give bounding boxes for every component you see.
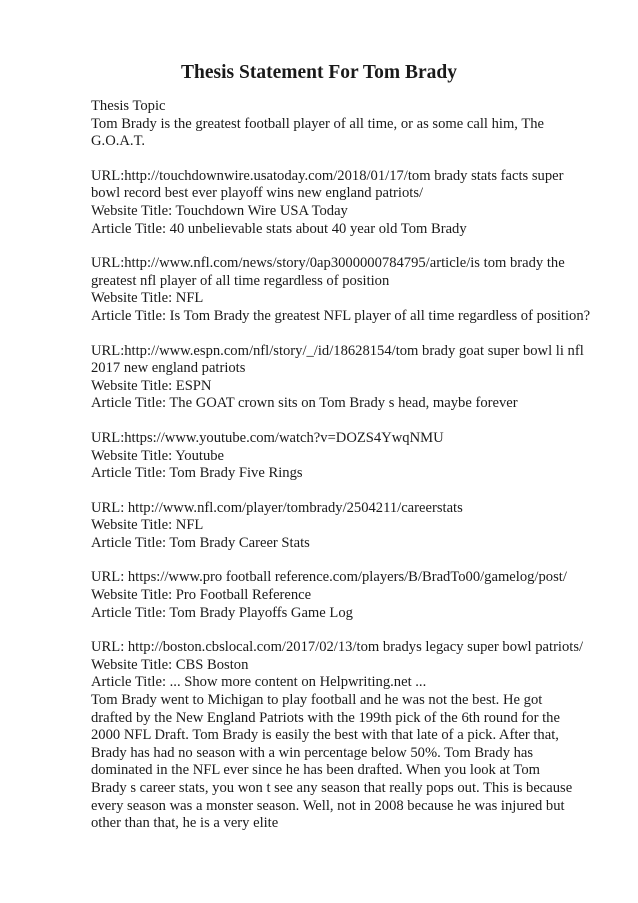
source-website-title: Website Title: NFL	[91, 290, 204, 307]
thesis-text-line: G.O.A.T.	[91, 133, 146, 150]
source-url: URL:http://www.espn.com/nfl/story/_/id/18628154/tom brady goat super bowl li nfl	[91, 342, 584, 359]
source-article-title: Article Title: ... Show more content on Helpwriting.net ...	[91, 674, 427, 691]
body-text-line: dominated in the NFL ever since he has been drafted. When you look at Tom	[91, 762, 540, 779]
source-url: greatest nfl player of all time regardless of position	[91, 272, 390, 289]
source-entry	[91, 168, 601, 238]
source-url: URL:http://www.nfl.com/news/story/0ap3000000784795/article/is tom brady the	[91, 255, 565, 272]
source-entry	[91, 430, 601, 483]
source-url: bowl record best ever playoff wins new england patriots/	[91, 185, 424, 202]
body-text-line: Brady s career stats, you won t see any season that really pops out. This is because	[91, 780, 573, 796]
source-entry	[91, 569, 601, 622]
source-article-title: Article Title: Tom Brady Career Stats	[91, 534, 310, 551]
source-article-title: Article Title: Is Tom Brady the greatest NFL player of all time regardless of position?	[91, 307, 591, 324]
source-url: URL: http://boston.cbslocal.com/2017/02/13/tom bradys legacy super bowl patriots/	[91, 639, 584, 656]
thesis-section	[91, 98, 601, 151]
source-url: 2017 new england patriots	[91, 360, 246, 377]
source-entry	[91, 343, 601, 413]
source-article-title: Article Title: The GOAT crown sits on Tom Brady s head, maybe forever	[91, 395, 518, 412]
thesis-text-line: Tom Brady is the greatest football player of all time, or as some call him, The	[91, 115, 545, 132]
source-entry	[91, 500, 601, 553]
source-url: URL:http://touchdownwire.usatoday.com/2018/01/17/tom brady stats facts super	[91, 167, 564, 184]
source-website-title: Website Title: NFL	[91, 517, 204, 534]
source-url: URL:https://www.youtube.com/watch?v=DOZS4YwqNMU	[91, 429, 444, 446]
source-website-title: Website Title: Pro Football Reference	[91, 587, 312, 604]
source-url: URL: http://www.nfl.com/player/tombrady/2504211/careerstats	[91, 499, 463, 516]
source-url: URL: https://www.pro football reference.com/players/B/BradTo00/gamelog/post/	[91, 569, 567, 586]
source-article-title: Article Title: Tom Brady Playoffs Game Log	[91, 604, 353, 621]
source-website-title: Website Title: ESPN	[91, 377, 212, 394]
source-article-title: Article Title: 40 unbelievable stats about 40 year old Tom Brady	[91, 220, 467, 237]
thesis-heading: Thesis Topic	[91, 98, 166, 114]
source-website-title: Website Title: CBS Boston	[91, 656, 249, 673]
page-title: Thesis Statement For Tom Brady	[181, 62, 457, 83]
source-article-title: Article Title: Tom Brady Five Rings	[91, 465, 303, 482]
final-section	[91, 639, 601, 833]
body-text-line: 2000 NFL Draft. Tom Brady is easily the best with that late of a pick. After that,	[91, 727, 559, 744]
source-website-title: Website Title: Youtube	[91, 447, 225, 464]
body-text-line: Tom Brady went to Michigan to play football and he was not the best. He got	[91, 692, 543, 709]
body-text-line: every season was a monster season. Well, not in 2008 because he was injured but	[91, 797, 565, 814]
body-text-line: Brady has had no season with a win percentage below 50%. Tom Brady has	[91, 744, 534, 761]
source-website-title: Website Title: Touchdown Wire USA Today	[91, 202, 348, 219]
source-entry	[91, 255, 601, 325]
body-text-line: drafted by the New England Patriots with the 199th pick of the 6th round for the	[91, 709, 560, 726]
document-body	[91, 98, 601, 850]
body-text-line: other than that, he is a very elite	[91, 815, 279, 832]
